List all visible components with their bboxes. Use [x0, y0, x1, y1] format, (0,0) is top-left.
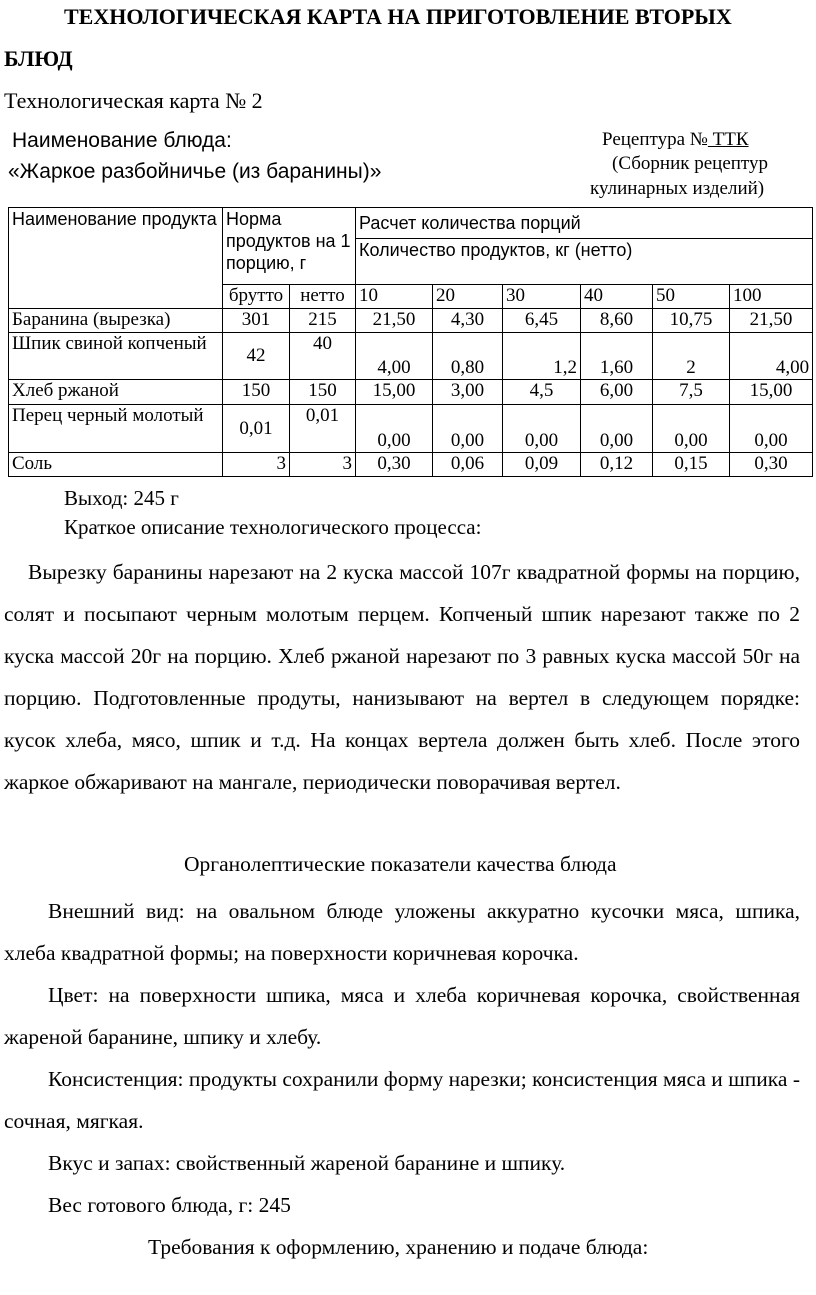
organoleptic-heading: Органолептические показатели качества блюда: [184, 852, 617, 876]
qty-value: 1,2: [503, 333, 581, 380]
qty-value: 4,5: [503, 380, 581, 405]
header-norm: Норма продуктов на 1 порцию, г: [223, 208, 356, 285]
qty-value: 0,80: [433, 333, 503, 380]
doc-title-line2: БЛЮД: [4, 46, 73, 71]
brutto-value: 42: [223, 333, 290, 380]
qty-value: 0,00: [356, 405, 433, 453]
doc-title-line1: ТЕХНОЛОГИЧЕСКАЯ КАРТА НА ПРИГОТОВЛЕНИЕ ВТОРЫХ: [64, 4, 732, 29]
header-calc: Расчет количества порций: [356, 208, 813, 239]
qty-value: 1,60: [581, 333, 653, 380]
qty-value: 0,30: [356, 453, 433, 477]
taste-text: Вкус и запах: свойственный жареной баранине и шпику.: [48, 1151, 566, 1175]
qty-value: 2: [653, 333, 730, 380]
header-portion: 30: [503, 285, 581, 309]
qty-value: 8,60: [581, 309, 653, 333]
appearance-text: Внешний вид: на овальном блюде уложены аккуратно кусочки мяса, шпика, хлеба квадратной формы; на поверхности коричневая корочка.: [4, 899, 800, 965]
qty-value: 15,00: [730, 380, 813, 405]
header-product: Наименование продукта: [9, 208, 223, 309]
recipe-table: [8, 207, 813, 477]
table-row: [9, 405, 813, 453]
qty-value: 0,09: [503, 453, 581, 477]
header-portion: 100: [730, 285, 813, 309]
color-text: Цвет: на поверхности шпика, мяса и хлеба коричневая корочка, свойственная жареной баранине, шпику и хлебу.: [4, 983, 800, 1049]
qty-value: 0,00: [503, 405, 581, 453]
qty-value: 15,00: [356, 380, 433, 405]
product-name: Хлеб ржаной: [9, 380, 223, 405]
qty-value: 10,75: [653, 309, 730, 333]
qty-value: 6,45: [503, 309, 581, 333]
output-yield: Выход: 245 г: [64, 486, 179, 510]
recipe-number: [602, 129, 749, 151]
brutto-value: 150: [223, 380, 290, 405]
requirements-heading: Требования к оформлению, хранению и подаче блюда:: [148, 1235, 649, 1259]
brutto-value: 3: [223, 453, 290, 477]
qty-value: 0,00: [581, 405, 653, 453]
header-netto: нетто: [290, 285, 356, 309]
qty-value: 4,30: [433, 309, 503, 333]
qty-value: 4,00: [730, 333, 813, 380]
netto-value: 40: [290, 333, 356, 380]
recipe-code: ТТК: [707, 129, 749, 150]
qty-value: 0,12: [581, 453, 653, 477]
card-number: Технологическая карта № 2: [4, 88, 263, 113]
qty-value: 0,00: [730, 405, 813, 453]
product-name: Соль: [9, 453, 223, 477]
dish-name: «Жаркое разбойничье (из баранины)»: [8, 160, 382, 183]
qty-value: 4,00: [356, 333, 433, 380]
product-name: Шпик свиной копченый: [9, 333, 223, 380]
recipe-source-2: кулинарных изделий): [590, 178, 765, 199]
header-brutto: брутто: [223, 285, 290, 309]
qty-value: 21,50: [730, 309, 813, 333]
qty-value: 0,30: [730, 453, 813, 477]
header-portion: 10: [356, 285, 433, 309]
qty-value: 21,50: [356, 309, 433, 333]
table-row: [9, 380, 813, 405]
qty-value: 3,00: [433, 380, 503, 405]
recipe-source: (Сборник рецептур: [612, 153, 768, 174]
recipe-prefix: Рецептура №: [602, 129, 708, 150]
table-row: [9, 333, 813, 380]
process-description: Вырезку баранины нарезают на 2 куска массой 107г квадратной формы на порцию, солят и посыпают черным молотым перцем. Копченый шпик нарезают также по 2 куска массой 20г на порцию. Хлеб ржаной нарезают по 3 равных куска массой 50г на порцию. Подготовленные продуты, нанизывают на вертел в следующем порядке: кусок хлеба, мясо, шпик и т.д. На концах вертела должен быть хлеб. После этого жаркое обжаривают на мангале, периодически поворачивая вертел.: [4, 560, 800, 794]
process-heading: Краткое описание технологического процесса:: [64, 515, 482, 539]
table-row: [9, 309, 813, 333]
netto-value: 3: [290, 453, 356, 477]
netto-value: 0,01: [290, 405, 356, 453]
product-name: Перец черный молотый: [9, 405, 223, 453]
header-portion: 50: [653, 285, 730, 309]
brutto-value: 0,01: [223, 405, 290, 453]
qty-value: 0,00: [653, 405, 730, 453]
qty-value: 0,00: [433, 405, 503, 453]
qty-value: 6,00: [581, 380, 653, 405]
qty-value: 0,15: [653, 453, 730, 477]
netto-value: 150: [290, 380, 356, 405]
qty-value: 0,06: [433, 453, 503, 477]
table-row: [9, 453, 813, 477]
netto-value: 215: [290, 309, 356, 333]
consistency-text: Консистенция: продукты сохранили форму нарезки; консистенция мяса и шпика - сочная, мягкая.: [4, 1067, 800, 1133]
dish-label: Наименование блюда:: [12, 129, 232, 152]
product-name: Баранина (вырезка): [9, 309, 223, 333]
header-qty: Количество продуктов, кг (нетто): [356, 239, 813, 285]
header-portion: 40: [581, 285, 653, 309]
qty-value: 7,5: [653, 380, 730, 405]
weight-text: Вес готового блюда, г: 245: [48, 1193, 291, 1217]
header-portion: 20: [433, 285, 503, 309]
brutto-value: 301: [223, 309, 290, 333]
